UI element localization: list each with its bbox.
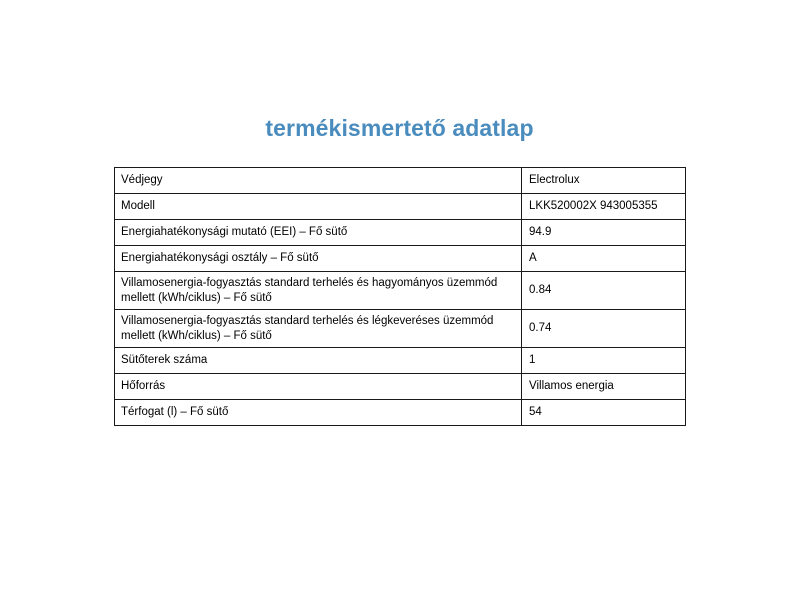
spec-value-cell: Electrolux [522,168,686,194]
spec-value-cell: 94.9 [522,220,686,246]
spec-label-cell: Villamosenergia-fogyasztás standard terhelés és légkeveréses üzemmód mellett (kWh/ciklus) – Fő sütő [115,310,522,348]
spec-label-cell: Energiahatékonysági osztály – Fő sütő [115,246,522,272]
spec-label-cell: Villamosenergia-fogyasztás standard terhelés és hagyományos üzemmód mellett (kWh/ciklus) – Fő sütő [115,272,522,310]
page-title: termékismertető adatlap [265,115,534,141]
table-row [115,272,686,310]
spec-value-cell: Villamos energia [522,374,686,400]
spec-value-cell: 1 [522,348,686,374]
table-row [115,310,686,348]
spec-value-cell: 0.84 [522,272,686,310]
spec-value-cell: 54 [522,400,686,426]
table-row [115,348,686,374]
spec-table-body [115,168,686,426]
table-row [115,400,686,426]
spec-value-cell: LKK520002X 943005355 [522,194,686,220]
table-row [115,374,686,400]
product-spec-table [114,167,686,426]
spec-label-cell: Energiahatékonysági mutató (EEI) – Fő sütő [115,220,522,246]
table-row [115,220,686,246]
spec-label-cell: Védjegy [115,168,522,194]
table-row [115,194,686,220]
spec-value-cell: A [522,246,686,272]
table-row [115,168,686,194]
spec-value-cell: 0.74 [522,310,686,348]
spec-label-cell: Modell [115,194,522,220]
spec-label-cell: Sütőterek száma [115,348,522,374]
table-row [115,246,686,272]
spec-label-cell: Térfogat (l) – Fő sütő [115,400,522,426]
spec-label-cell: Hőforrás [115,374,522,400]
spec-table-container [114,167,685,426]
